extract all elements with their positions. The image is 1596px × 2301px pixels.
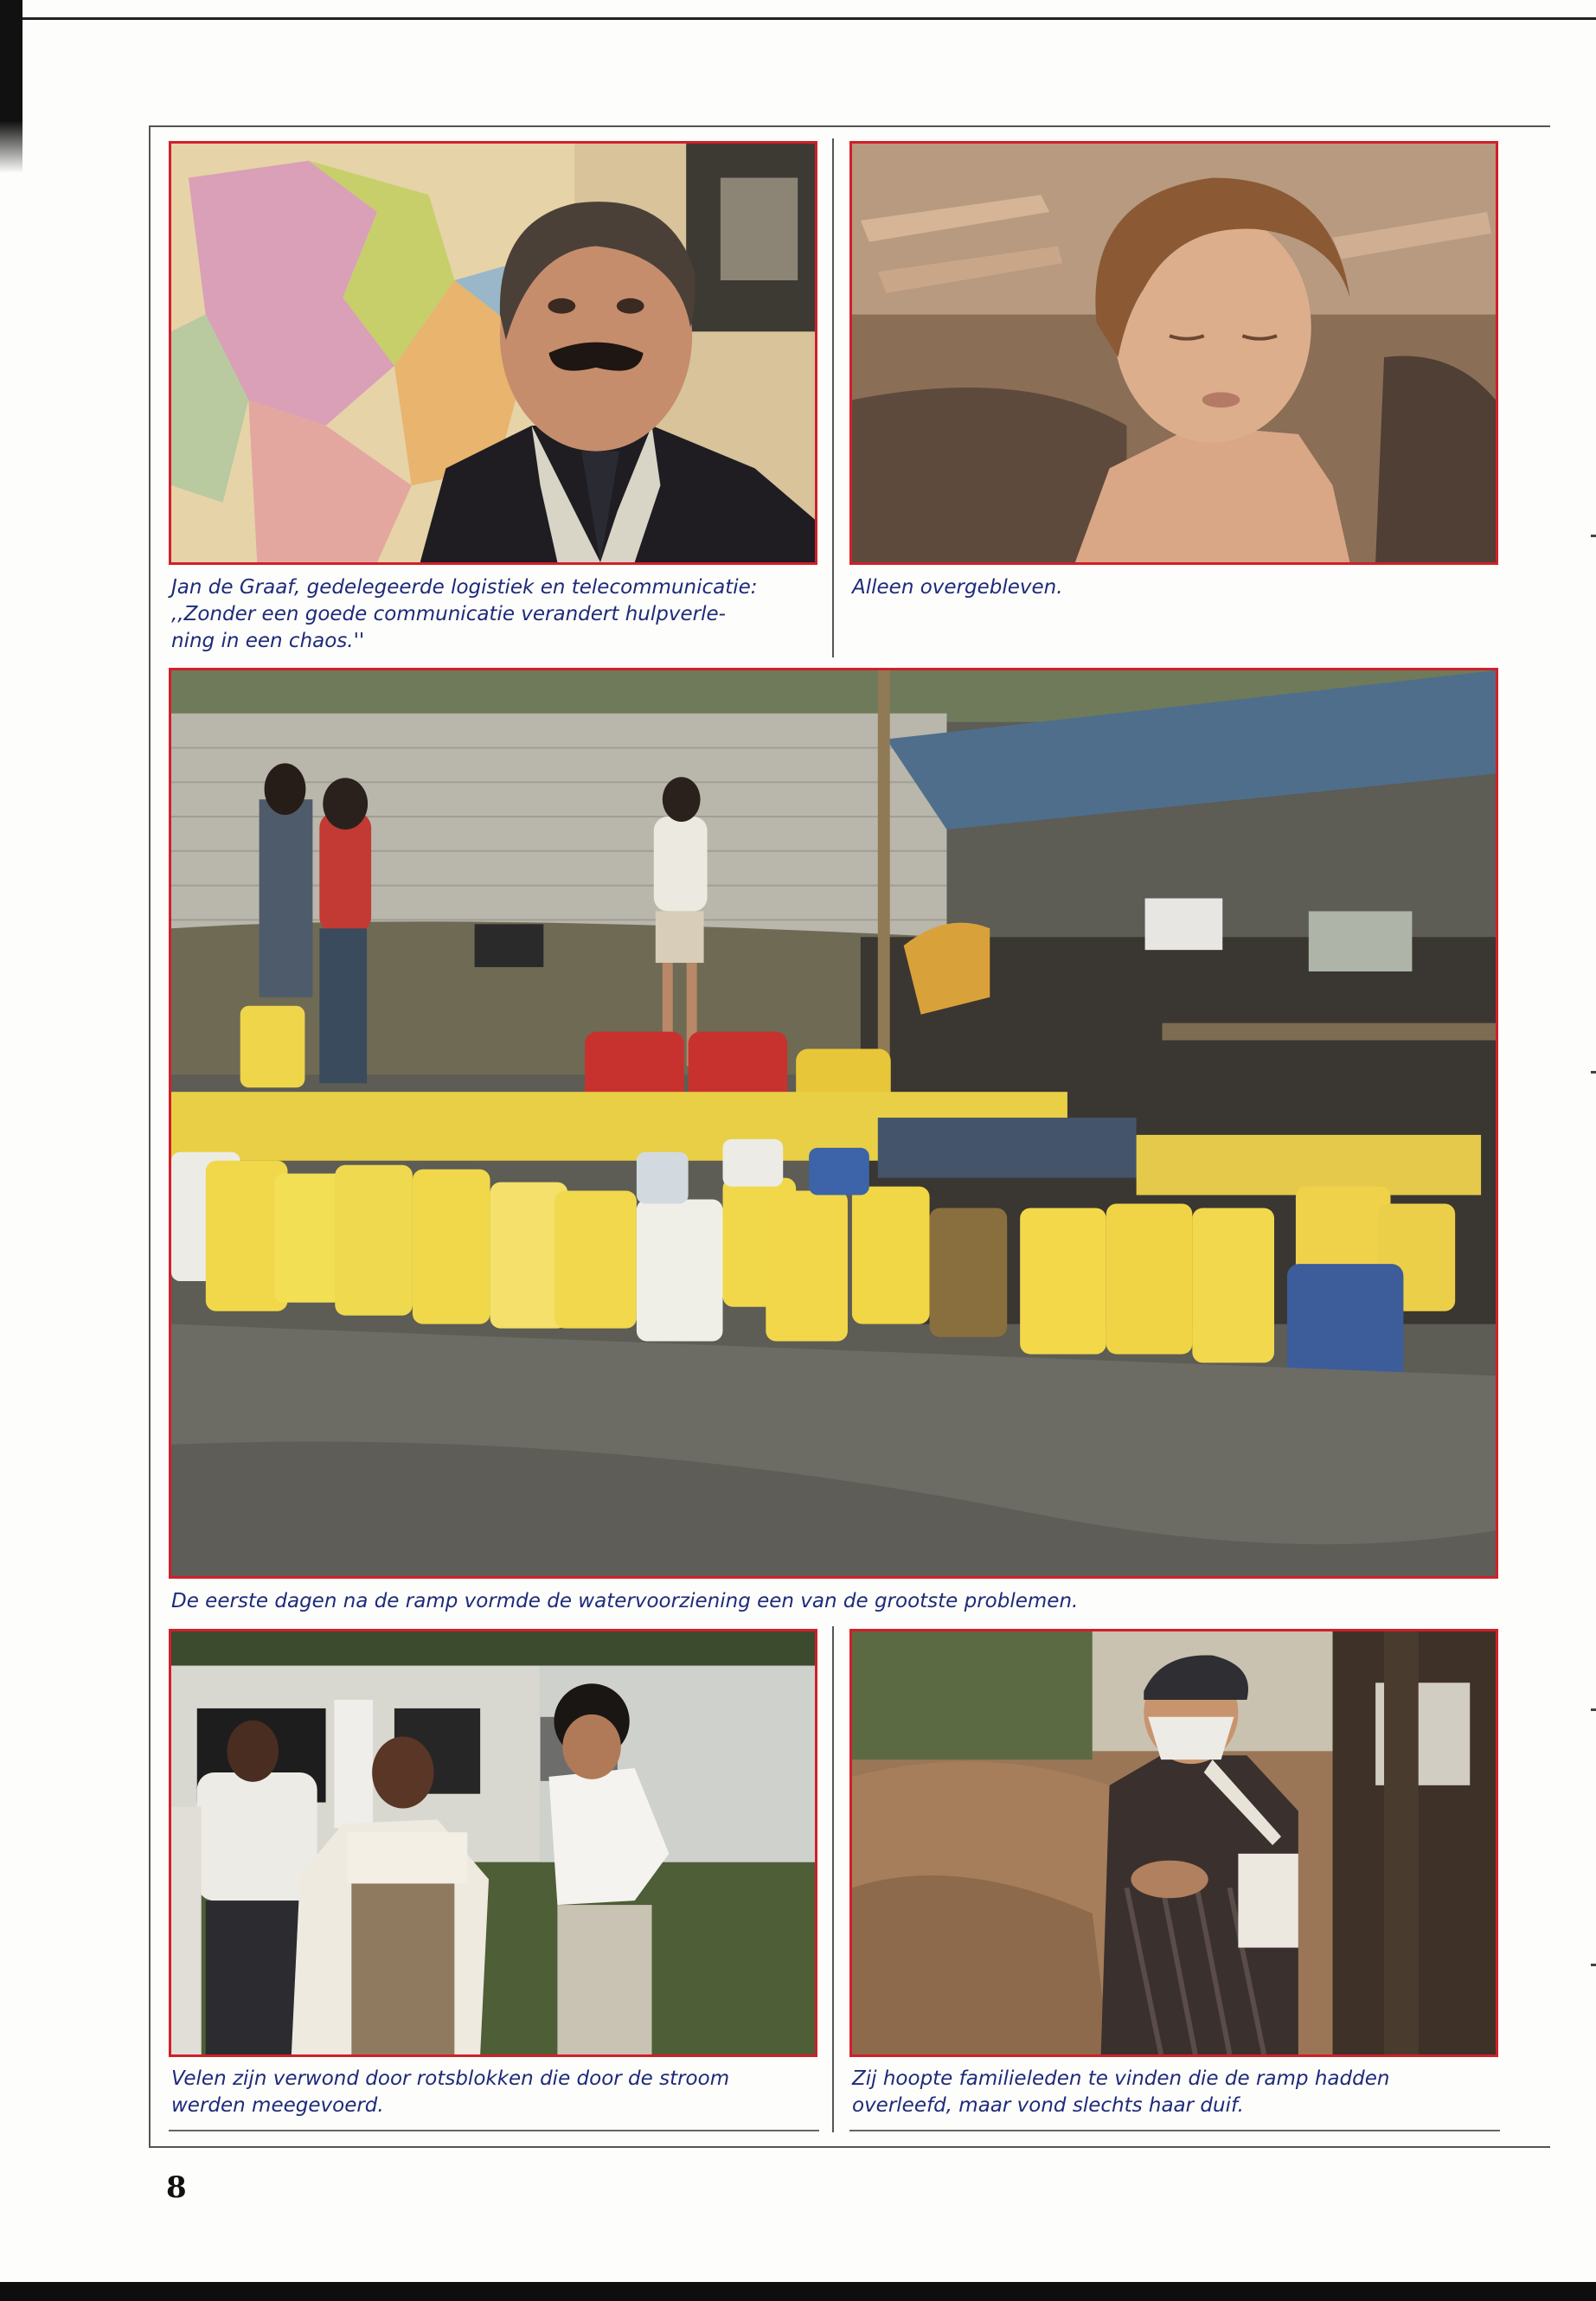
caption-jerrycans — [171, 1588, 1078, 1615]
caption-line: overleefd, maar vond slechts haar duif. — [852, 2094, 1244, 2117]
caption-line: De eerste dagen na de ramp vormde de watervoorziening een van de grootste problemen. — [171, 1590, 1079, 1612]
page-number: 8 — [166, 2170, 187, 2205]
caption-rule-right — [849, 2130, 1500, 2131]
caption-line: werden meegevoerd. — [171, 2094, 384, 2117]
child-illustration — [852, 144, 1496, 562]
photo-jerrycans — [169, 668, 1498, 1579]
caption-line: Alleen overgebleven. — [852, 576, 1063, 599]
photo-woman — [849, 1629, 1498, 2057]
scan-edge-top — [22, 17, 1596, 20]
margin-tick — [1591, 1071, 1596, 1074]
caption-injured — [171, 2066, 729, 2119]
caption-line: Velen zijn verwond door rotsblokken die door de stroom — [171, 2067, 730, 2090]
margin-tick — [1591, 1708, 1596, 1711]
caption-portrait — [171, 574, 758, 655]
caption-line: Zij hoopte familieleden te vinden die de ramp hadden — [852, 2067, 1390, 2090]
scan-edge-bottom — [0, 2282, 1596, 2301]
caption-line: ning in een chaos.'' — [171, 630, 365, 652]
caption-woman — [852, 2066, 1389, 2119]
photo-injured — [169, 1629, 817, 2057]
jerrycans-illustration — [171, 670, 1496, 1576]
column-divider-bottom — [832, 1626, 834, 2132]
photo-child — [849, 141, 1498, 565]
caption-child — [852, 574, 1063, 601]
portrait-illustration — [171, 144, 815, 562]
margin-tick — [1591, 535, 1596, 537]
margin-tick — [1591, 1964, 1596, 1966]
column-divider-top — [832, 138, 834, 657]
injured-illustration — [171, 1631, 815, 2054]
photo-portrait — [169, 141, 817, 565]
caption-line: Jan de Graaf, gedelegeerde logistiek en telecommunicatie: — [171, 576, 758, 599]
scan-edge-left — [0, 0, 22, 173]
caption-rule-left — [169, 2130, 819, 2131]
woman-illustration — [852, 1631, 1496, 2054]
caption-line: ,,Zonder een goede communicatie verandert hulpverle- — [171, 603, 726, 625]
